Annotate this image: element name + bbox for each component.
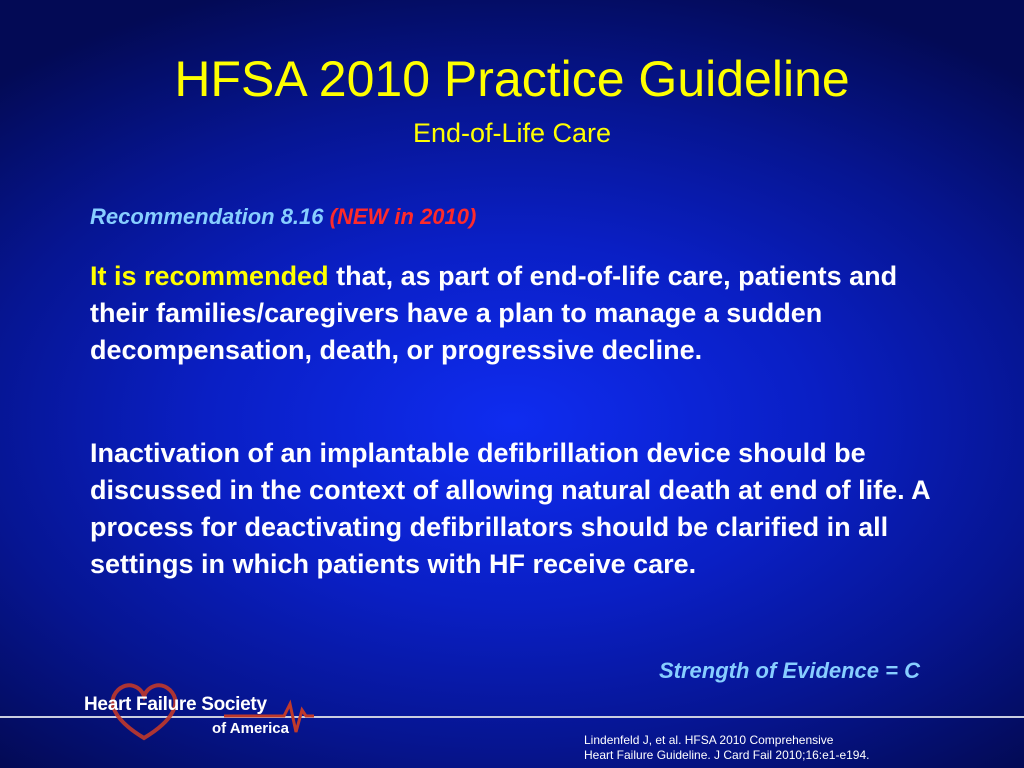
slide-subtitle: End-of-Life Care (412, 118, 612, 148)
heart-logo-icon (84, 676, 314, 756)
recommendation-highlight: It is recommended (90, 261, 329, 291)
citation (584, 733, 870, 763)
citation-line-2: Heart Failure Guideline. J Card Fail 2010;16:e1-e194. (584, 748, 870, 762)
logo-subtitle: of America (212, 720, 289, 737)
citation-line-1: Lindenfeld J, et al. HFSA 2010 Comprehensive (584, 733, 834, 747)
recommendation-label: Recommendation 8.16 (90, 204, 324, 229)
recommendation-paragraph (90, 258, 940, 369)
recommendation-line (90, 203, 476, 231)
defibrillator-paragraph: Inactivation of an implantable defibrillation device should be discussed in the context of allowing natural death at end of life. A process for deactivating defibrillators should be clarified in all settings in which patients with HF receive care. (90, 438, 930, 579)
recommendation-text: that, as part of end-of-life care, patients and their families/caregivers have a plan to manage a sudden decompensation, death, or progressive decline. (90, 261, 898, 365)
slide-title: HFSA 2010 Practice Guideline (174, 51, 850, 107)
logo-name: Heart Failure Society (84, 694, 267, 715)
strength-of-evidence: Strength of Evidence = C (659, 658, 920, 683)
new-in-2010-tag: (NEW in 2010) (329, 204, 477, 229)
hfsa-logo (84, 676, 314, 756)
